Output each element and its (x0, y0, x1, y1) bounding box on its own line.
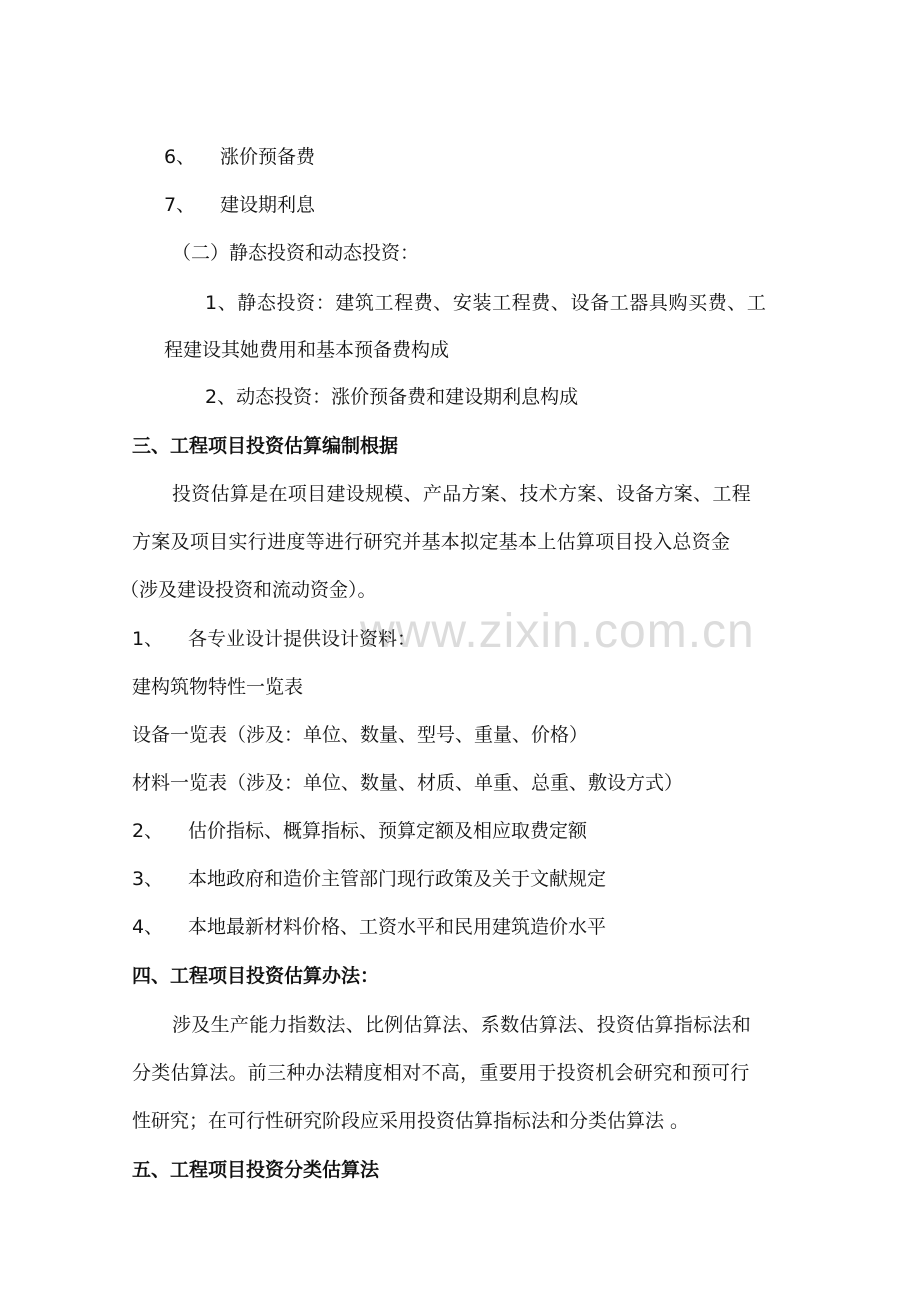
basis-item-4 (132, 915, 606, 939)
basis-item-1-number: 1、 (132, 628, 164, 650)
basis-item-2-text: 估价指标、概算指标、预算定额及相应取费定额 (188, 820, 588, 842)
basis-item-4-text: 本地最新材料价格、工资水平和民用建筑造价水平 (188, 916, 607, 938)
basis-item-4-number: 4、 (132, 916, 164, 938)
list-equipment: 设备一览表（涉及：单位、数量、型号、重量、价格） (132, 724, 589, 746)
basis-item-2 (132, 819, 587, 843)
basis-item-3 (132, 867, 606, 891)
list-structures: 建构筑物特性一览表 (132, 676, 304, 698)
basis-item-2-number: 2、 (132, 820, 164, 842)
item-6-number: 6、 (164, 146, 196, 168)
basis-item-3-number: 3、 (132, 868, 164, 890)
basis-item-3-text: 本地政府和造价主管部门现行政策及关于文献规定 (188, 868, 607, 890)
watermark: www.zixin.com.cn (360, 605, 755, 658)
paragraph-2-line2: 分类估算法。前三种办法精度相对不高，重要用于投资机会研究和预可行 (132, 1062, 750, 1084)
item-7-text: 建设期利息 (220, 194, 316, 216)
paragraph-1-line1: 投资估算是在项目建设规模、产品方案、技术方案、设备方案、工程 (172, 483, 752, 505)
section-5-heading: 五、工程项目投资分类估算法 (132, 1159, 380, 1181)
item-6 (164, 145, 315, 169)
item-7 (164, 193, 315, 217)
basis-item-1-text: 各专业设计提供设计资料： (188, 628, 417, 650)
list-materials: 材料一览表（涉及：单位、数量、材质、单重、总重、敷设方式） (132, 772, 684, 794)
basis-item-1 (132, 627, 416, 651)
section-3-heading: 三、工程项目投资估算编制根据 (132, 435, 399, 457)
paragraph-1-line3: （涉及建设投资和流动资金）。 (120, 579, 377, 601)
item-7-number: 7、 (164, 194, 196, 216)
item-6-text: 涨价预备费 (220, 146, 316, 168)
paragraph-2-line1: 涉及生产能力指数法、比例估算法、系数估算法、投资估算指标法和 (172, 1014, 752, 1036)
static-investment-line1: 1、静态投资：建筑工程费、安装工程费、设备工器具购买费、工 (205, 292, 767, 314)
subsection-heading: （二）静态投资和动态投资： (172, 242, 420, 264)
paragraph-1-line2: 方案及项目实行进度等进行研究并基本拟定基本上估算项目投入总资金 (132, 531, 731, 553)
static-investment-line2: 程建设其她费用和基本预备费构成 (164, 339, 450, 361)
section-4-heading: 四、工程项目投资估算办法： (132, 965, 380, 987)
dynamic-investment: 2、动态投资：涨价预备费和建设期利息构成 (205, 386, 579, 408)
paragraph-2-line3: 性研究；在可行性研究阶段应采用投资估算指标法和分类估算法 。 (132, 1110, 690, 1132)
